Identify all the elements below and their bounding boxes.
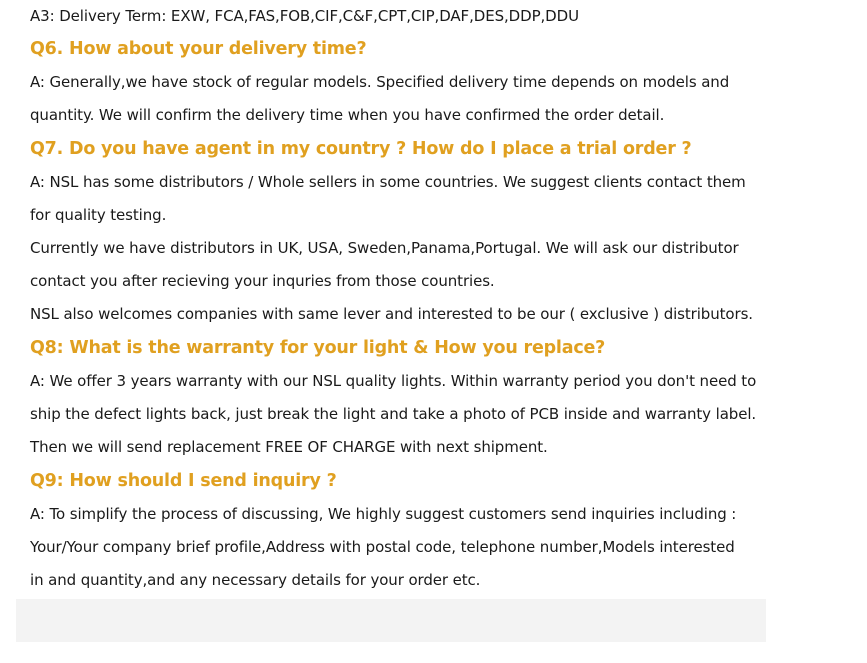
q8-heading: Q8: What is the warranty for your light & How you replace? (30, 338, 606, 358)
q6-heading: Q6. How about your delivery time? (30, 39, 367, 59)
a3-delivery-term: A3: Delivery Term: EXW, FCA,FAS,FOB,CIF,C&F,CPT,CIP,DAF,DES,DDP,DDU (30, 7, 579, 25)
footer-gray-box (16, 599, 766, 642)
q8-answer-line: A: We offer 3 years warranty with our NSL quality lights. Within warranty period you don't need to (30, 372, 757, 390)
q8-answer-line: ship the defect lights back, just break the light and take a photo of PCB inside and warranty label. (30, 405, 757, 423)
q9-answer-line: A: To simplify the process of discussing, We highly suggest customers send inquiries including : (30, 505, 737, 523)
q7-answer-line: Currently we have distributors in UK, USA, Sweden,Panama,Portugal. We will ask our distributor (30, 239, 739, 257)
q9-heading: Q9: How should I send inquiry ? (30, 471, 337, 491)
q8-answer-line: Then we will send replacement FREE OF CHARGE with next shipment. (30, 438, 548, 456)
q7-answer-line: A: NSL has some distributors / Whole sellers in some countries. We suggest clients contact them (30, 173, 746, 191)
q7-answer-line: NSL also welcomes companies with same lever and interested to be our ( exclusive ) distributors. (30, 305, 753, 323)
faq-document (30, 0, 860, 597)
q9-answer-line: Your/Your company brief profile,Address with postal code, telephone number,Models interested (30, 538, 735, 556)
q9-answer-line: in and quantity,and any necessary details for your order etc. (30, 571, 481, 589)
q7-answer-line: contact you after recieving your inquries from those countries. (30, 272, 495, 290)
q7-answer-line: for quality testing. (30, 206, 167, 224)
q6-answer-line: A: Generally,we have stock of regular models. Specified delivery time depends on models and (30, 73, 730, 91)
q7-heading: Q7. Do you have agent in my country ? How do I place a trial order ? (30, 139, 692, 159)
q6-answer-line: quantity. We will confirm the delivery time when you have confirmed the order detail. (30, 106, 665, 124)
